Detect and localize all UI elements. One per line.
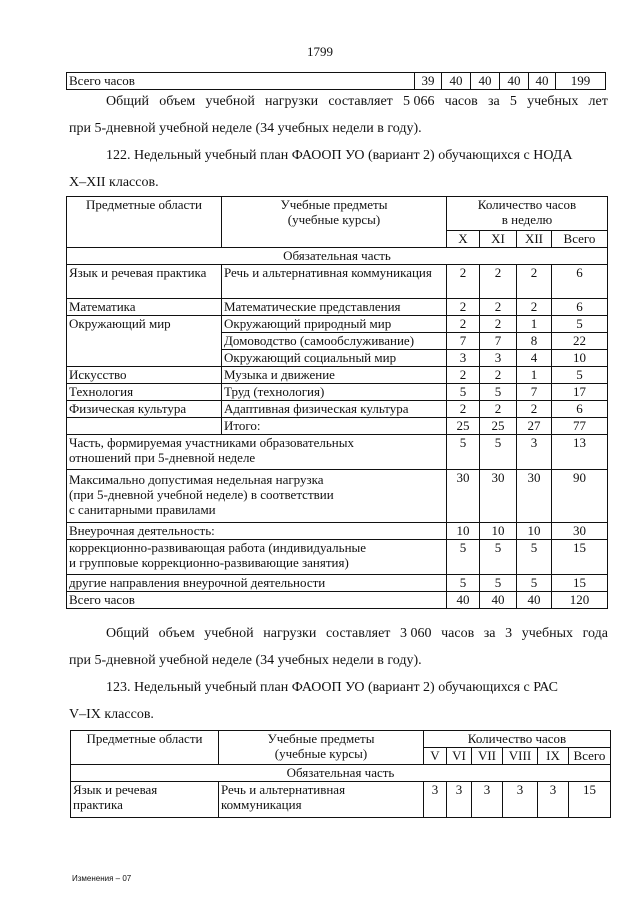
cell: 2	[480, 299, 517, 316]
word: составляет	[325, 626, 391, 641]
word: лет	[588, 94, 608, 109]
subject-cell: Математические представления	[222, 299, 447, 316]
word: 3 060	[400, 626, 432, 641]
word: составляет	[328, 94, 393, 109]
area-cell: Язык и речевая практика	[67, 265, 222, 299]
cell: 3	[538, 782, 569, 818]
cell: 13	[552, 435, 608, 470]
cell: 15	[552, 540, 608, 575]
footer-revision: Изменения – 07	[72, 874, 132, 883]
subject-cell: Музыка и движение	[222, 367, 447, 384]
word: года	[582, 626, 608, 641]
page-number: 1799	[307, 44, 333, 59]
cell: 10	[552, 350, 608, 367]
cell: 40	[529, 73, 556, 90]
section-122-heading: 122. Недельный учебный план ФАООП УО (вариант 2) обучающихся с НОДА	[106, 148, 573, 163]
area-cell	[71, 782, 219, 818]
cell: 2	[447, 299, 480, 316]
word: 3	[505, 626, 513, 641]
area-cell: Математика	[67, 299, 222, 316]
header-hours-line1: Количество часов	[477, 197, 577, 212]
cell: 6	[552, 265, 608, 299]
cell: 120	[552, 592, 608, 609]
area-cell: Технология	[67, 384, 222, 401]
cell: 40	[471, 73, 500, 90]
cell: 1	[517, 367, 552, 384]
cell: 5	[552, 316, 608, 333]
header-subjects-line1: Учебные предметы	[267, 731, 375, 746]
cell: 10	[517, 523, 552, 540]
cell: 2	[480, 367, 517, 384]
cell: 3	[447, 782, 472, 818]
total-label: Итого:	[222, 418, 447, 435]
grade-header: VII	[472, 748, 503, 765]
subject-cell: Домоводство (самообслуживание)	[222, 333, 447, 350]
area-line1: Язык и речевая	[73, 782, 158, 797]
cell: 2	[480, 265, 517, 299]
cell: 2	[447, 367, 480, 384]
mandatory-part: Обязательная часть	[67, 248, 608, 265]
mandatory-part: Обязательная часть	[71, 765, 611, 782]
max-load-label	[67, 470, 447, 523]
cell: 1	[517, 316, 552, 333]
cell: 5	[480, 435, 517, 470]
cell: 5	[447, 540, 480, 575]
word: Общий	[106, 94, 149, 109]
max-load-line1: Максимально допустимая недельная нагрузка	[69, 472, 324, 487]
header-hours	[447, 197, 608, 231]
subject-line2: коммуникация	[221, 797, 302, 812]
grade-header: XII	[517, 231, 552, 248]
cell: 7	[517, 384, 552, 401]
header-hours: Количество часов	[424, 731, 611, 748]
cell: 2	[480, 316, 517, 333]
cell: 39	[415, 73, 442, 90]
curriculum-table-123	[70, 730, 611, 818]
part-formed-label	[67, 435, 447, 470]
cell: 3	[503, 782, 538, 818]
word: Общий	[106, 626, 149, 641]
cell: 7	[447, 333, 480, 350]
cell: 25	[480, 418, 517, 435]
section-123-classes: V–IX классов.	[69, 707, 154, 722]
cell: 6	[552, 401, 608, 418]
cell: 2	[447, 401, 480, 418]
correction-line2: и групповые коррекционно-развивающие занятия)	[69, 555, 349, 570]
curriculum-table-122	[66, 196, 608, 609]
cell: 5	[517, 575, 552, 592]
correction-line1: коррекционно-развивающая работа (индивидуальные	[69, 540, 367, 555]
header-subjects-line2: (учебные курсы)	[287, 212, 381, 227]
max-load-line3: с санитарными правилами	[69, 502, 216, 517]
subject-cell: Труд (технология)	[222, 384, 447, 401]
cell: 7	[480, 333, 517, 350]
cell: 5	[447, 384, 480, 401]
subject-line1: Речь и альтернативная	[221, 782, 346, 797]
cell: 5	[517, 540, 552, 575]
cell: 90	[552, 470, 608, 523]
correction-label	[67, 540, 447, 575]
header-subjects	[222, 197, 447, 248]
cell: 30	[552, 523, 608, 540]
area-cell: Окружающий мир	[67, 316, 222, 367]
paragraph-1-line-1	[106, 95, 608, 109]
header-subjects-line2: (учебные курсы)	[274, 746, 368, 761]
word: за	[483, 626, 496, 641]
cell: 5	[480, 575, 517, 592]
word: учебных	[527, 94, 579, 109]
header-subjects-line1: Учебные предметы	[280, 197, 388, 212]
cell: 5	[552, 367, 608, 384]
grade-header: XI	[480, 231, 517, 248]
cell: 17	[552, 384, 608, 401]
cell: 2	[447, 265, 480, 299]
part-formed-line2: отношений при 5-дневной неделе	[69, 450, 256, 465]
word: за	[487, 94, 500, 109]
cell: 40	[480, 592, 517, 609]
cell: 10	[480, 523, 517, 540]
part-formed-line1: Часть, формируемая участниками образовательных	[69, 435, 354, 450]
area-cell: Физическая культура	[67, 401, 222, 418]
cell: 3	[424, 782, 447, 818]
cell: 199	[556, 73, 606, 90]
grade-header: Всего	[569, 748, 611, 765]
subject-cell	[219, 782, 424, 818]
extra-activities-label: Внеурочная деятельность:	[67, 523, 447, 540]
paragraph-2-line-1	[106, 627, 608, 641]
word: нагрузки	[263, 626, 317, 641]
subject-cell: Речь и альтернативная коммуникация	[222, 265, 447, 299]
paragraph-1-line-2: при 5-дневной учебной неделе (34 учебных недели в году).	[69, 121, 422, 136]
grade-header: VI	[447, 748, 472, 765]
subject-cell: Окружающий природный мир	[222, 316, 447, 333]
word: часов	[441, 626, 475, 641]
header-areas: Предметные области	[71, 731, 219, 765]
cell: 40	[447, 592, 480, 609]
cell: 40	[500, 73, 529, 90]
cell: 30	[480, 470, 517, 523]
cell: 30	[517, 470, 552, 523]
area-cell: Искусство	[67, 367, 222, 384]
area-cell	[67, 418, 222, 435]
grade-header: VIII	[503, 748, 538, 765]
word: часов	[444, 94, 478, 109]
word: учебной	[204, 626, 254, 641]
cell: 4	[517, 350, 552, 367]
grade-header: X	[447, 231, 480, 248]
cell: 2	[517, 299, 552, 316]
top-table	[66, 72, 606, 90]
area-line2: практика	[73, 797, 123, 812]
cell: 22	[552, 333, 608, 350]
section-123-heading: 123. Недельный учебный план ФАООП УО (вариант 2) обучающихся с РАС	[106, 680, 559, 695]
cell: 5	[480, 384, 517, 401]
grade-header: V	[424, 748, 447, 765]
total-hours-label: Всего часов	[67, 73, 415, 90]
cell: 8	[517, 333, 552, 350]
cell: 15	[552, 575, 608, 592]
cell: 3	[472, 782, 503, 818]
subject-cell: Адаптивная физическая культура	[222, 401, 447, 418]
cell: 77	[552, 418, 608, 435]
word: 5	[509, 94, 517, 109]
grade-header: Всего	[552, 231, 608, 248]
word: учебной	[205, 94, 255, 109]
cell: 2	[517, 401, 552, 418]
header-areas: Предметные области	[67, 197, 222, 248]
subject-cell: Окружающий социальный мир	[222, 350, 447, 367]
cell: 40	[442, 73, 471, 90]
cell: 30	[447, 470, 480, 523]
word: объем	[159, 94, 196, 109]
cell: 25	[447, 418, 480, 435]
word: 5 066	[402, 94, 435, 109]
cell: 5	[447, 575, 480, 592]
cell: 2	[447, 316, 480, 333]
cell: 40	[517, 592, 552, 609]
cell: 2	[517, 265, 552, 299]
word: учебных	[521, 626, 573, 641]
cell: 3	[480, 350, 517, 367]
cell: 6	[552, 299, 608, 316]
all-hours-label: Всего часов	[67, 592, 447, 609]
header-hours-line2: в неделю	[501, 212, 553, 227]
cell: 2	[480, 401, 517, 418]
cell: 5	[480, 540, 517, 575]
grade-header: IX	[538, 748, 569, 765]
cell: 15	[569, 782, 611, 818]
max-load-line2: (при 5-дневной учебной неделе) в соответствии	[69, 487, 334, 502]
section-122-classes: X–XII классов.	[69, 175, 159, 190]
header-subjects	[219, 731, 424, 765]
cell: 3	[447, 350, 480, 367]
cell: 3	[517, 435, 552, 470]
word: нагрузки	[265, 94, 319, 109]
cell: 27	[517, 418, 552, 435]
cell: 5	[447, 435, 480, 470]
word: объем	[158, 626, 195, 641]
paragraph-2-line-2: при 5-дневной учебной неделе (34 учебных недели в году).	[69, 653, 422, 668]
cell: 10	[447, 523, 480, 540]
other-activities-label: другие направления внеурочной деятельности	[67, 575, 447, 592]
